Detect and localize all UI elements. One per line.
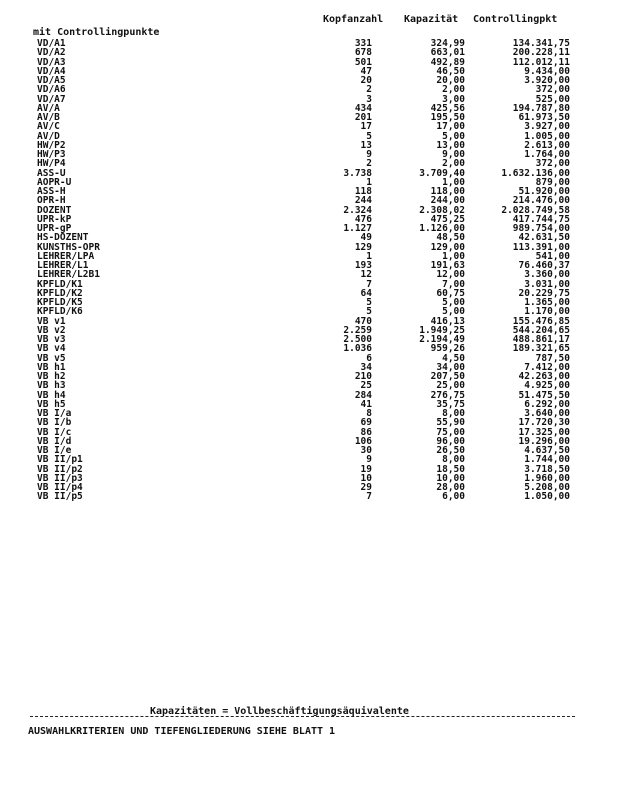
cell-kopfanzahl: 25: [360, 380, 372, 392]
cell-kopfanzahl: 5: [366, 130, 372, 142]
row-label: AV/B: [37, 112, 60, 123]
cell-kopfanzahl: 41: [360, 398, 372, 410]
table-row: [0, 150, 625, 159]
row-label: VB II/p1: [37, 454, 83, 466]
cell-kapazitaet: 492,89: [430, 56, 465, 68]
cell-kapazitaet: 28,00: [436, 482, 465, 493]
cell-kapazitaet: 191,63: [430, 260, 465, 271]
cell-controllingpkt: 4.925,00: [524, 380, 570, 392]
cell-controllingpkt: 194.787,80: [512, 102, 570, 114]
column-header-kapazitaet: Kapazität: [404, 14, 459, 25]
row-label: HW/P3: [37, 149, 66, 160]
cell-kapazitaet: 1,00: [442, 176, 465, 188]
row-label: VB h5: [37, 398, 66, 410]
cell-controllingpkt: 9.434,00: [524, 65, 570, 77]
cell-kapazitaet: 2,00: [442, 84, 465, 96]
row-label: VB I/d: [37, 435, 72, 447]
row-label: KUNSTHS-OPR: [37, 241, 100, 253]
table-row: [0, 85, 625, 94]
cell-kapazitaet: 118,00: [430, 186, 465, 197]
cell-kapazitaet: 8,00: [442, 408, 465, 419]
cell-kopfanzahl: 7: [366, 278, 372, 290]
cell-kapazitaet: 12,00: [436, 269, 465, 281]
cell-kapazitaet: 35,75: [436, 398, 465, 410]
cell-kopfanzahl: 20: [360, 75, 372, 86]
cell-kopfanzahl: 69: [360, 417, 372, 429]
cell-controllingpkt: 2.613,00: [524, 139, 570, 151]
cell-kapazitaet: 425,56: [430, 102, 465, 114]
row-label: AV/C: [37, 121, 60, 133]
cell-controllingpkt: 76.460,37: [518, 260, 570, 271]
cell-kopfanzahl: 47: [360, 65, 372, 77]
cell-kapazitaet: 324,99: [430, 38, 465, 49]
cell-kapazitaet: 20,00: [436, 75, 465, 86]
cell-controllingpkt: 51.475,50: [518, 389, 570, 401]
cell-kopfanzahl: 10: [360, 472, 372, 484]
cell-controllingpkt: 4.637,50: [524, 445, 570, 456]
table-row: [0, 492, 625, 501]
row-label: UPR-gP: [37, 223, 72, 234]
footnote-capacity: Kapazitäten = Vollbeschäftigungsäquivalente: [150, 706, 409, 717]
cell-kapazitaet: 8,00: [442, 454, 465, 466]
cell-kopfanzahl: 1: [366, 176, 372, 188]
cell-controllingpkt: 417.744,75: [512, 213, 570, 225]
row-label: OPR-H: [37, 195, 66, 207]
row-label: KPFLD/K6: [37, 306, 83, 318]
cell-kopfanzahl: 2: [366, 158, 372, 170]
cell-controllingpkt: 7.412,00: [524, 361, 570, 373]
cell-controllingpkt: 1.005,00: [524, 130, 570, 142]
cell-kopfanzahl: 17: [360, 121, 372, 133]
cell-controllingpkt: 20.229,75: [518, 287, 570, 299]
row-label: VB v2: [37, 324, 66, 336]
row-label: VB II/p3: [37, 472, 83, 484]
row-label: VB h3: [37, 380, 66, 392]
cell-kapazitaet: 195,50: [430, 112, 465, 123]
cell-kopfanzahl: 501: [354, 56, 372, 68]
cell-kapazitaet: 5,00: [442, 306, 465, 318]
cell-kopfanzahl: 476: [354, 213, 372, 225]
cell-kopfanzahl: 7: [366, 491, 372, 503]
cell-kopfanzahl: 210: [354, 371, 372, 382]
row-label: VB h1: [37, 361, 66, 373]
cell-kapazitaet: 75,00: [436, 426, 465, 438]
cell-kopfanzahl: 244: [354, 195, 372, 207]
cell-controllingpkt: 525,00: [535, 93, 570, 105]
row-label: VB h2: [37, 371, 66, 382]
cell-kopfanzahl: 9: [366, 454, 372, 466]
cell-kapazitaet: 10,00: [436, 472, 465, 484]
column-header-controllingpkt: Controllingpkt: [473, 14, 558, 25]
cell-controllingpkt: 1.744,00: [524, 454, 570, 466]
cell-kopfanzahl: 470: [354, 315, 372, 327]
row-label: VB II/p5: [37, 491, 83, 503]
row-label: LEHRER/L1: [37, 260, 89, 271]
row-label: LEHRER/L2B1: [37, 269, 100, 281]
column-header-kopfanzahl: Kopfanzahl: [323, 14, 384, 25]
cell-kapazitaet: 4,50: [442, 352, 465, 364]
row-label: KPFLD/K1: [37, 278, 83, 290]
cell-kopfanzahl: 284: [354, 389, 372, 401]
row-label: AV/A: [37, 102, 60, 114]
row-label: VB I/c: [37, 426, 72, 438]
cell-kopfanzahl: 64: [360, 287, 372, 299]
cell-kapazitaet: 3.709,40: [419, 167, 465, 179]
cell-kapazitaet: 18,50: [436, 463, 465, 475]
cell-kopfanzahl: 34: [360, 361, 372, 373]
section-title: mit Controllingpunkte: [33, 27, 160, 38]
row-label: HS-DOZENT: [37, 232, 89, 244]
cell-controllingpkt: 155.476,85: [512, 315, 570, 327]
cell-kopfanzahl: 678: [354, 47, 372, 59]
cell-kopfanzahl: 1.127: [343, 223, 372, 234]
cell-controllingpkt: 1.050,00: [524, 491, 570, 503]
cell-kapazitaet: 55,90: [436, 417, 465, 429]
row-label: VD/A5: [37, 75, 66, 86]
cell-kopfanzahl: 118: [354, 186, 372, 197]
cell-kapazitaet: 2.194,49: [419, 334, 465, 345]
cell-controllingpkt: 3.920,00: [524, 75, 570, 86]
cell-controllingpkt: 5.208,00: [524, 482, 570, 493]
cell-kopfanzahl: 6: [366, 352, 372, 364]
cell-kapazitaet: 129,00: [430, 241, 465, 253]
cell-controllingpkt: 189.321,65: [512, 343, 570, 355]
cell-kopfanzahl: 3: [366, 93, 372, 105]
cell-kapazitaet: 475,25: [430, 213, 465, 225]
cell-kapazitaet: 25,00: [436, 380, 465, 392]
cell-controllingpkt: 214.476,00: [512, 195, 570, 207]
cell-controllingpkt: 787,50: [535, 352, 570, 364]
cell-kapazitaet: 2,00: [442, 158, 465, 170]
cell-kapazitaet: 244,00: [430, 195, 465, 207]
row-label: AOPR-U: [37, 176, 72, 188]
row-label: ASS-H: [37, 186, 66, 197]
row-label: VD/A4: [37, 65, 66, 77]
row-label: VD/A3: [37, 56, 66, 68]
row-label: VB v1: [37, 315, 66, 327]
cell-kopfanzahl: 5: [366, 306, 372, 318]
cell-kapazitaet: 2.308,02: [419, 204, 465, 216]
row-label: VB II/p2: [37, 463, 83, 475]
table-row: [0, 344, 625, 353]
cell-controllingpkt: 113.391,00: [512, 241, 570, 253]
cell-kapazitaet: 1,00: [442, 250, 465, 262]
row-label: VD/A7: [37, 93, 66, 105]
cell-kapazitaet: 48,50: [436, 232, 465, 244]
cell-kopfanzahl: 193: [354, 260, 372, 271]
row-label: VB h4: [37, 389, 66, 401]
cell-controllingpkt: 989.754,00: [512, 223, 570, 234]
cell-controllingpkt: 541,00: [535, 250, 570, 262]
cell-kopfanzahl: 12: [360, 269, 372, 281]
cell-kapazitaet: 1.949,25: [419, 324, 465, 336]
cell-kapazitaet: 959,26: [430, 343, 465, 355]
cell-kopfanzahl: 201: [354, 112, 372, 123]
cell-kopfanzahl: 3.738: [343, 167, 372, 179]
cell-controllingpkt: 134.341,75: [512, 38, 570, 49]
cell-controllingpkt: 42.263,00: [518, 371, 570, 382]
cell-kopfanzahl: 1.036: [343, 343, 372, 355]
cell-controllingpkt: 200.228,11: [512, 47, 570, 59]
cell-kopfanzahl: 9: [366, 149, 372, 160]
cell-kopfanzahl: 2.324: [343, 204, 372, 216]
table-row: [0, 76, 625, 85]
cell-controllingpkt: 1.764,00: [524, 149, 570, 160]
cell-kapazitaet: 1.126,00: [419, 223, 465, 234]
cell-controllingpkt: 112.012,11: [512, 56, 570, 68]
cell-controllingpkt: 3.031,00: [524, 278, 570, 290]
row-label: VD/A1: [37, 38, 66, 49]
cell-controllingpkt: 1.632.136,00: [501, 167, 570, 179]
row-label: VB I/b: [37, 417, 72, 429]
cell-kopfanzahl: 8: [366, 408, 372, 419]
row-label: VD/A2: [37, 47, 66, 59]
cell-controllingpkt: 544.204,65: [512, 324, 570, 336]
footnote-criteria: AUSWAHLKRITERIEN UND TIEFENGLIEDERUNG SIEHE BLATT 1: [28, 726, 336, 737]
cell-controllingpkt: 488.861,17: [512, 334, 570, 345]
cell-controllingpkt: 3.718,50: [524, 463, 570, 475]
cell-kopfanzahl: 49: [360, 232, 372, 244]
cell-controllingpkt: 51.920,00: [518, 186, 570, 197]
cell-kopfanzahl: 13: [360, 139, 372, 151]
row-label: HW/P4: [37, 158, 66, 170]
cell-kapazitaet: 9,00: [442, 149, 465, 160]
cell-controllingpkt: 1.365,00: [524, 297, 570, 308]
row-label: DOZENT: [37, 204, 72, 216]
row-label: VB II/p4: [37, 482, 83, 493]
cell-controllingpkt: 372,00: [535, 84, 570, 96]
row-label: VB v4: [37, 343, 66, 355]
cell-controllingpkt: 372,00: [535, 158, 570, 170]
cell-kopfanzahl: 2.500: [343, 334, 372, 345]
cell-controllingpkt: 1.170,00: [524, 306, 570, 318]
cell-kapazitaet: 3,00: [442, 93, 465, 105]
dashed-divider: [30, 716, 575, 717]
row-label: KPFLD/K5: [37, 297, 83, 308]
cell-kopfanzahl: 331: [354, 38, 372, 49]
cell-kapazitaet: 207,50: [430, 371, 465, 382]
cell-kopfanzahl: 29: [360, 482, 372, 493]
cell-kapazitaet: 5,00: [442, 297, 465, 308]
cell-kopfanzahl: 2: [366, 84, 372, 96]
cell-kapazitaet: 13,00: [436, 139, 465, 151]
cell-kopfanzahl: 2.259: [343, 324, 372, 336]
cell-kapazitaet: 5,00: [442, 130, 465, 142]
cell-kapazitaet: 6,00: [442, 491, 465, 503]
cell-kopfanzahl: 106: [354, 435, 372, 447]
row-label: VB I/e: [37, 445, 72, 456]
cell-controllingpkt: 17.325,00: [518, 426, 570, 438]
cell-controllingpkt: 42.631,50: [518, 232, 570, 244]
row-label: UPR-kP: [37, 213, 72, 225]
cell-kopfanzahl: 434: [354, 102, 372, 114]
cell-controllingpkt: 19.296,00: [518, 435, 570, 447]
cell-kapazitaet: 17,00: [436, 121, 465, 133]
cell-controllingpkt: 3.640,00: [524, 408, 570, 419]
cell-kopfanzahl: 5: [366, 297, 372, 308]
cell-controllingpkt: 3.360,00: [524, 269, 570, 281]
row-label: VD/A6: [37, 84, 66, 96]
cell-kapazitaet: 96,00: [436, 435, 465, 447]
row-label: KPFLD/K2: [37, 287, 83, 299]
cell-kapazitaet: 416,13: [430, 315, 465, 327]
cell-controllingpkt: 61.973,50: [518, 112, 570, 123]
cell-kapazitaet: 276,75: [430, 389, 465, 401]
cell-kapazitaet: 60,75: [436, 287, 465, 299]
table-row: [0, 169, 625, 178]
row-label: VB v3: [37, 334, 66, 345]
cell-kopfanzahl: 1: [366, 250, 372, 262]
row-label: LEHRER/LPA: [37, 250, 95, 262]
cell-kapazitaet: 26,50: [436, 445, 465, 456]
cell-kapazitaet: 663,01: [430, 47, 465, 59]
cell-kopfanzahl: 30: [360, 445, 372, 456]
row-label: HW/P2: [37, 139, 66, 151]
cell-controllingpkt: 879,00: [535, 176, 570, 188]
row-label: AV/D: [37, 130, 60, 142]
cell-controllingpkt: 6.292,00: [524, 398, 570, 410]
row-label: VB v5: [37, 352, 66, 364]
cell-controllingpkt: 2.028.749,58: [501, 204, 570, 216]
cell-controllingpkt: 1.960,00: [524, 472, 570, 484]
cell-kapazitaet: 7,00: [442, 278, 465, 290]
row-label: ASS-U: [37, 167, 66, 179]
cell-kapazitaet: 46,50: [436, 65, 465, 77]
cell-controllingpkt: 17.720,30: [518, 417, 570, 429]
cell-kapazitaet: 34,00: [436, 361, 465, 373]
data-table: [0, 39, 625, 502]
cell-controllingpkt: 3.927,00: [524, 121, 570, 133]
cell-kopfanzahl: 86: [360, 426, 372, 438]
row-label: VB I/a: [37, 408, 72, 419]
cell-kopfanzahl: 19: [360, 463, 372, 475]
cell-kopfanzahl: 129: [354, 241, 372, 253]
